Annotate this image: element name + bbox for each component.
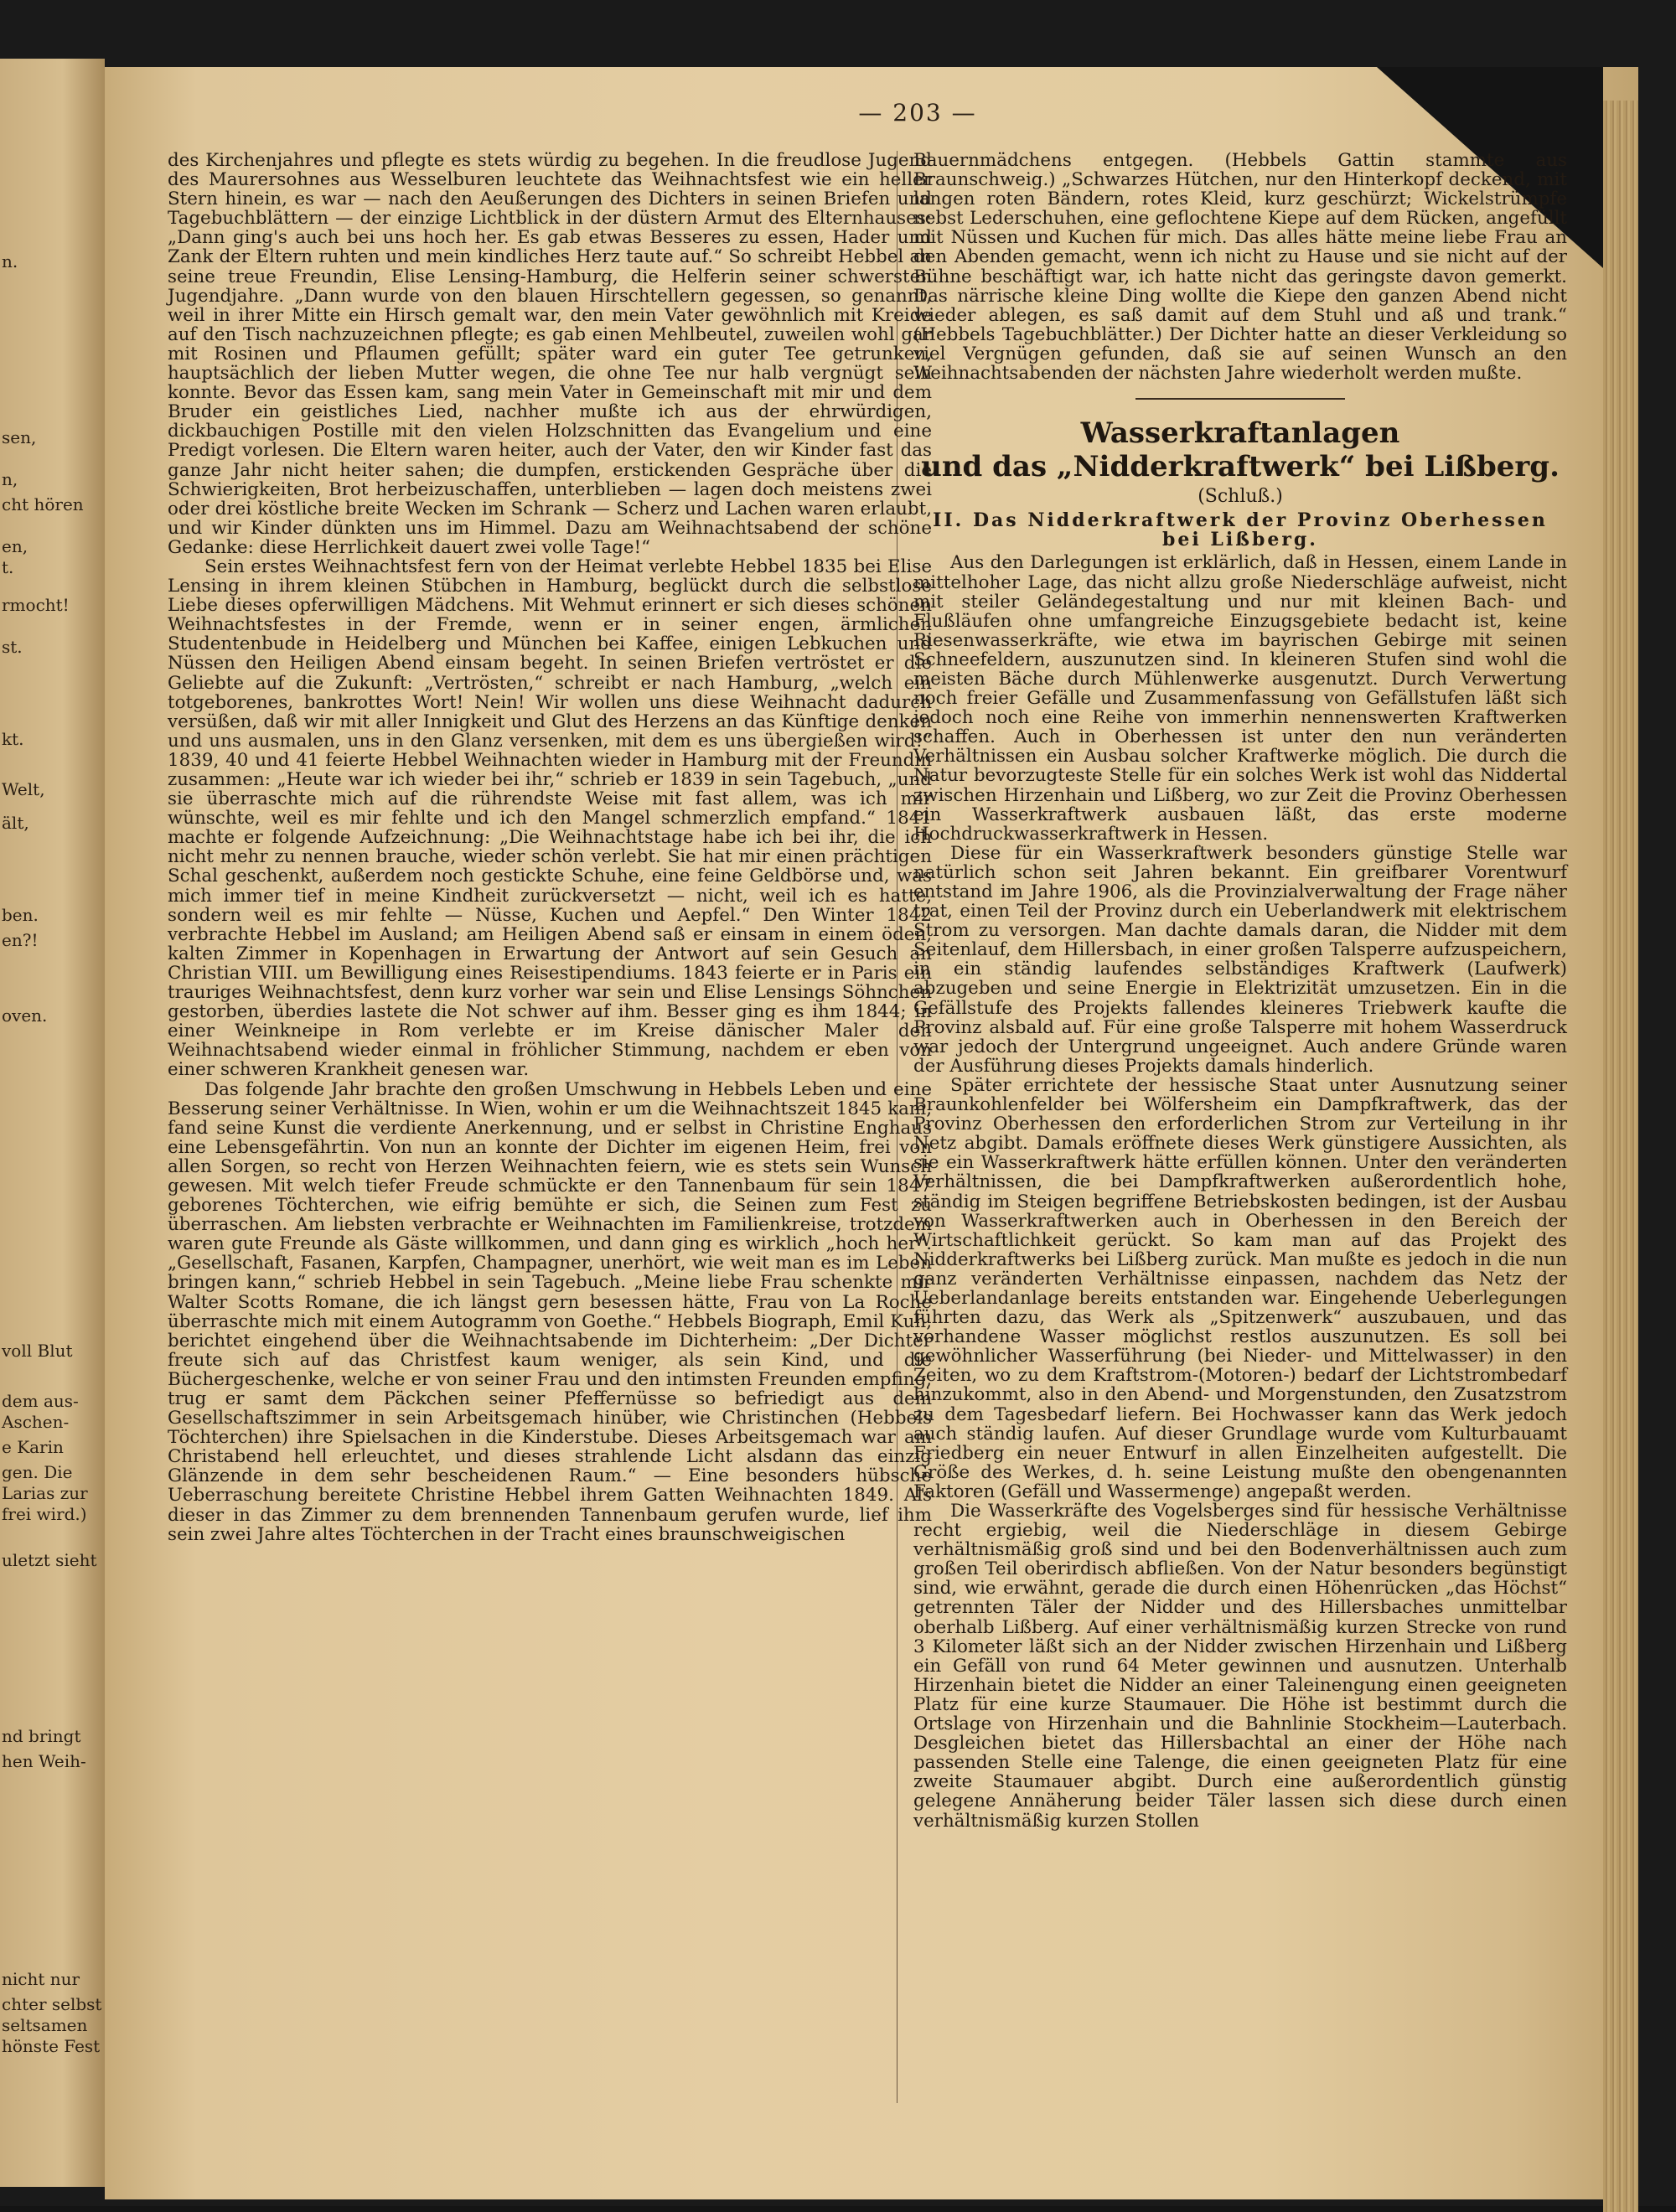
facing-page-fragment: chter selbst: [2, 1994, 102, 2014]
facing-page-fragment: ben.: [2, 905, 39, 925]
paragraph: des Kirchenjahres und pflegte es stets würdig zu begehen. In die freudlose Jugend des Maurersohnes aus Wesselburen leuchtete das Weihnachtsfest wie ein heller Stern hinein, es war — nach den Aeußerungen des Dichters in seinen Briefen und Tagebuchblättern — der einzige Lichtblick in der düstern Armut des Elternhauses: „Dann ging's auch bei uns hoch her. Es gab etwas Besseres zu essen, Hader und Zank der Eltern ruhten und mein kindliches Herz taute auf.“ So schreibt Hebbel an seine treue Freundin, Elise Lensing-Hamburg, die Helferin seiner schwersten Jugendjahre. „Dann wurde von den blauen Hirschtellern gegessen, so genannt, weil in ihrer Mitte ein Hirsch gemalt war, den mein Vater gewöhnlich mit Kreide auf den Tisch nachzuzeichnen pflegte; es gab einen Mehlbeutel, zuweilen wohl gar mit Rosinen und Pflaumen gefüllt; später ward ein guter Tee getrunken, hauptsächlich der lieben Mutter wegen, die ohne Tee nur halb vergnügt sein konnte. Bevor das Essen kam, sang mein Vater in Gemeinschaft mit mir und dem Bruder ein geistliches Lied, nachher mußte ich aus der ehrwürdigen, dickbauchigen Postille mit den vielen Holzschnitten das Evangelium und eine Predigt vorlesen. Die Eltern waren heiter, auch der Vater, den wir Kinder fast das ganze Jahr nicht heiter sahen; die dumpfen, erstickenden Gespräche über die Schwierigkeiten, Brot herbeizuschaffen, unterblieben — lagen doch meistens zwei oder drei köstliche breite Wecken im Schrank — Scherz und Lachen waren erlaubt, und wir Kinder dünkten uns im Himmel. Dazu am Weihnachtsabend der schöne Gedanke: diese Herrlichkeit dauert zwei volle Tage!“: [168, 150, 932, 558]
paragraph: Aus den Darlegungen ist erklärlich, daß in Hessen, einem Lande in mittelhoher Lage, das nicht allzu große Niederschläge aufweist, nicht mit steiler Geländegestaltung und nur mit kleinen Bach- und Flußläufen ohne umfangreiche Einzugsgebiete bedacht ist, keine Riesenwasserkräfte, wie etwa im bayrischen Gebirge mit seinen Schneefeldern, auszunutzen sind. In kleineren Stufen sind wohl die meisten Bäche durch Mühlenwerke ausgenutzt. Durch Verwertung noch freier Gefälle und Zusammenfassung von Gefällstufen läßt sich jedoch noch eine Reihe von immerhin nennenswerten Kraftwerken schaffen. Auch in Oberhessen ist unter den nun veränderten Verhältnissen ein Ausbau solcher Kraftwerke möglich. Die durch die Natur bevorzugteste Stelle für ein solches Werk ist wohl das Niddertal zwischen Hirzenhain und Lißberg, wo zur Zeit die Provinz Oberhessen ein Wasserkraftwerk ausbauen läßt, das erste moderne Hochdruckwasserkraftwerk in Hessen.: [913, 552, 1567, 845]
facing-page-fragment: n.: [2, 251, 18, 271]
facing-page-fragment: n,: [2, 469, 18, 489]
article-title-line: und das „Nidderkraftwerk“ bei Lißberg.: [921, 450, 1560, 484]
facing-page-fragment: rmocht!: [2, 595, 70, 615]
article-title: [913, 416, 1567, 483]
facing-page-fragment: oven.: [2, 1005, 48, 1026]
facing-page-fragment: frei wird.): [2, 1504, 87, 1524]
facing-page-fragment: kt.: [2, 729, 24, 749]
facing-page-fragment: cht hören: [2, 494, 84, 514]
facing-page-fragment: Aschen-: [2, 1412, 70, 1432]
page-number: — 203 —: [858, 99, 977, 127]
paragraph: Diese für ein Wasserkraftwerk besonders günstige Stelle war natürlich schon seit Jahren bekannt. Ein greifbarer Vorentwurf entstand im Jahre 1906, als die Provinzialverwaltung der Frage näher trat, einen Teil der Provinz durch ein Ueberlandwerk mit elektrischem Strom zu versorgen. Man dachte damals daran, die Nidder mit dem Seitenlauf, dem Hillersbach, in einer großen Talsperre aufzuspeichern, in ein ständig laufendes selbständiges Kraftwerk (Laufwerk) abzugeben und seine Energie in Elektrizität umzusetzen. Ein in die Gefällstufe des Projekts fallendes kleineres Triebwerk kaufte die Provinz alsbald auf. Für eine große Talsperre mit hohem Wasserdruck war jedoch der Untergrund ungeeignet. Auch andere Gründe waren der Ausführung dieses Projekts damals hinderlich.: [913, 842, 1567, 1077]
section-divider: [1135, 398, 1345, 400]
facing-page-fragment: ält,: [2, 813, 29, 833]
facing-page-fragment: dem aus-: [2, 1391, 79, 1411]
right-column: [913, 151, 1567, 1831]
article-subtitle: (Schluß.): [1198, 486, 1283, 508]
newspaper-page: [105, 67, 1638, 2199]
facing-page-fragment: e Karin: [2, 1437, 64, 1457]
facing-page-fragment: nicht nur: [2, 1969, 80, 1989]
facing-page-fragment: Welt,: [2, 779, 45, 799]
left-column: [168, 151, 932, 1544]
facing-page-fragment: nd bringt: [2, 1726, 81, 1746]
section-heading: II. Das Nidderkraftwerk der Provinz Oberhessen bei Lißberg.: [933, 509, 1548, 551]
facing-page-fragment: Larias zur: [2, 1483, 88, 1503]
facing-page-fragment: uletzt sieht: [2, 1550, 97, 1570]
facing-page-fragment: t.: [2, 557, 14, 577]
facing-page-fragment: hönste Fest: [2, 2036, 101, 2056]
page-stack-edge: [1603, 101, 1638, 2212]
facing-page-fragment: st.: [2, 637, 23, 657]
paragraph: Sein erstes Weihnachtsfest fern von der Heimat verlebte Hebbel 1835 bei Elise Lensing in ihrem kleinen Stübchen in Hamburg, beglückt durch die selbstlose Liebe dieses opferwilligen Mädchens. Mit Wehmut erinnert er sich dieses schönen Weihnachtsfestes in der Fremde, wenn er in seiner engen, ärmlichen Studentenbude in Heidelberg und München bei Kaffee, einigen Lebkuchen und Nüssen den Heiligen Abend einsam begeht. In seinen Briefen vertröstet er die Geliebte auf die Zukunft: „Vertrösten,“ schreibt er nach Hamburg, „welch ein totgeborenes, bankrottes Wort! Nein! Wir wollen uns diese Weihnacht dadurch versüßen, daß wir mit aller Innigkeit und Glut des Herzens an das Künftige denken und uns ausmalen, uns in den Glanz versenken, mit dem es uns übergießen wird!“ 1839, 40 und 41 feierte Hebbel Weihnachten wieder in Hamburg mit der Freundin zusammen: „Heute war ich wieder bei ihr,“ schrieb er 1839 in sein Tagebuch, „und sie überraschte mich auf die rührendste Weise mit fast allem, was ich mir wünschte, weil es mir fehlte und ich den Mangel schmerzlich empfand.“ 1841 machte er folgende Aufzeichnung: „Die Weihnachtstage habe ich bei ihr, die ich nicht mehr zu nennen brauche, wieder schön verlebt. Sie hat mir einen prächtigen Schal geschenkt, außerdem noch gestickte Schuhe, eine feine Geldbörse und, was mich immer tief in meine Kindheit zurückversetzt — nicht, weil ich es hatte, sondern weil es mir fehlte — Nüsse, Kuchen und Aepfel.“ Den Winter 1842 verbrachte Hebbel im Ausland; am Heiligen Abend saß er einsam in einem öden, kalten Zimmer in Kopenhagen in Erwartung der Antwort auf sein Gesuch an Christian VIII. um Bewilligung eines Reisestipendiums. 1843 feierte er in Paris ein trauriges Weihnachtsfest, denn kurz vorher war sein und Elise Lensings Söhnchen gestorben, überdies lastete die Not schwer auf ihm. Besser ging es ihm 1844; in einer Weinkneipe in Rom verlebte er im Kreise dänischer Maler den Weihnachtsabend wieder einmal in fröhlicher Stimmung, nachdem er eben von einer schweren Krankheit genesen war.: [168, 556, 932, 1081]
facing-page-edge: [0, 59, 105, 2187]
paragraph: Die Wasserkräfte des Vogelsberges sind für hessische Verhältnisse recht ergiebig, weil die Niederschläge in diesem Gebirge verhältnismäßig groß sind und bei den Bodenverhältnissen auch zum großen Teil oberirdisch abfließen. Von der Natur besonders begünstigt sind, wie erwähnt, gerade die durch einen Höhenrücken „das Höchst“ getrennten Täler der Nidder und des Hillersbaches unmittelbar oberhalb Lißberg. Auf einer verhältnismäßig kurzen Strecke von rund 3 Kilometer läßt sich an der Nidder zwischen Hirzenhain und Lißberg ein Gefäll von rund 64 Meter gewinnen und ausnutzen. Unterhalb Hirzenhain bietet die Nidder an einer Taleinengung einen geeigneten Platz für eine kurze Staumauer. Die Höhe ist bestimmt durch die Ortslage von Hirzenhain und die Bahnlinie Stockheim—Lauterbach. Desgleichen bietet das Hillersbachtal an einer der Höhe nach passenden Stelle eine Talenge, die einen geeigneten Platz für eine zweite Staumauer abgibt. Durch eine außerordentlich günstig gelegene Annäherung beider Täler lassen sich diese durch einen verhältnismäßig kurzen Stollen: [913, 1501, 1567, 1832]
paragraph: Das folgende Jahr brachte den großen Umschwung in Hebbels Leben und eine Besserung seiner Verhältnisse. In Wien, wohin er um die Weihnachtszeit 1845 kam, fand seine Kunst die verdiente Anerkennung, und er selbst in Christine Enghaus eine Lebensgefährtin. Von nun an konnte der Dichter im eigenen Heim, frei von allen Sorgen, so recht von Herzen Weihnachten feiern, wie es stets sein Wunsch gewesen. Mit welch tiefer Freude schmückte er den Tannenbaum für sein 1847 geborenes Töchterchen, wie eifrig bemühte er sich, die Seinen zum Fest zu überraschen. Am liebsten verbrachte er Weihnachten im Familienkreise, trotzdem waren gute Freunde als Gäste willkommen, und dann ging es wirklich „hoch her“. „Gesellschaft, Fasanen, Karpfen, Champagner, unerhört, wie weit man es im Leben bringen kann,“ schrieb Hebbel in sein Tagebuch. „Meine liebe Frau schenkte mir Walter Scotts Romane, die ich längst gern besessen hätte, Frau von La Roche überraschte mich mit einem Autogramm von Goethe.“ Hebbels Biograph, Emil Kuh, berichtet eingehend über die Weihnachtsabende im Dichterheim: „Der Dichter freute sich auf das Christfest kaum weniger, als sein Kind, und die Büchergeschenke, welche er von seiner Frau und den intimsten Freunden empfing, trug er samt dem Päckchen seiner Pfeffernüsse so befriedigt aus dem Gesellschaftszimmer in sein Arbeitsgemach hinüber, wie Christinchen (Hebbels Töchterchen) ihre Spielsachen in die Kinderstube. Dieses Arbeitsgemach war am Christabend hell erleuchtet, und dieses strahlende Licht alsdann das einzig Glänzende in dem sehr bescheidenen Raum.“ — Eine besonders hübsche Ueberraschung bereitete Christine Hebbel ihrem Gatten Weihnachten 1849. Als dieser in das Zimmer zu dem brennenden Tannenbaum gerufen wurde, lief ihm sein zwei Jahre altes Töchterchen in der Tracht eines braunschweigischen: [168, 1078, 932, 1545]
facing-page-fragment: en?!: [2, 930, 39, 950]
paragraph: Bauernmädchens entgegen. (Hebbels Gattin stammte aus Braunschweig.) „Schwarzes Hütchen, nur den Hinterkopf deckend, mit langen roten Bändern, rotes Kleid, kurz geschürzt; Wickelstrümpfe nebst Lederschuhen, eine geflochtene Kiepe auf dem Rücken, angefüllt mit Nüssen und Kuchen für mich. Das alles hätte meine liebe Frau an den Abenden gemacht, wenn ich nicht zu Hause und sie nicht auf der Bühne beschäftigt war, ich hatte nicht das geringste davon gemerkt. Das närrische kleine Ding wollte die Kiepe den ganzen Abend nicht wieder ablegen, es saß damit auf dem Stuhl und aß und trank.“ (Hebbels Tagebuchblätter.) Der Dichter hatte an dieser Verkleidung so viel Vergnügen gefunden, daß sie auf seinen Wunsch an den Weihnachtsabenden der nächsten Jahre wiederholt werden mußte.: [913, 150, 1567, 385]
facing-page-fragment: gen. Die: [2, 1462, 73, 1482]
facing-page-fragment: hen Weih-: [2, 1751, 86, 1771]
article-title-line: Wasserkraftanlagen: [1080, 416, 1400, 451]
facing-page-fragment: seltsamen: [2, 2015, 88, 2035]
facing-page-fragment: en,: [2, 536, 28, 556]
facing-page-fragment: sen,: [2, 427, 37, 447]
paragraph: Später errichtete der hessische Staat unter Ausnutzung seiner Braunkohlenfelder bei Wölfersheim ein Dampfkraftwerk, das der Provinz Oberhessen den erforderlichen Strom zur Verteilung in ihr Netz abgibt. Damals eröffnete dieses Werk günstigere Aussichten, als sie ein Wasserkraftwerk hätte erfüllen können. Unter den veränderten Verhältnissen, die bei Dampfkraftwerken außerordentlich hohe, ständig im Steigen begriffene Betriebskosten bedingen, ist der Ausbau von Wasserkraftwerken auch in Oberhessen in den Bereich der Wirtschaftlichkeit gerückt. So kam man auf das Projekt des Nidderkraftwerks bei Lißberg zurück. Man mußte es jedoch in die nun ganz veränderten Verhältnisse einpassen, nachdem das Netz der Ueberlandanlage bereits entstanden war. Eingehende Ueberlegungen führten dazu, das Werk als „Spitzenwerk“ auszubauen, und das vorhandene Wasser möglichst restlos auszunutzen. Es soll bei gewöhnlicher Wasserführung (bei Nieder- und Mittelwasser) in den Zeiten, wo zu dem Kraftstrom-(Motoren-) bedarf der Lichtstrombedarf hinzukommt, also in den Abend- und Morgenstunden, den Zusatzstrom zu dem Tagesbedarf liefern. Bei Hochwasser kann das Werk jedoch auch ständig laufen. Auf dieser Grundlage wurde vom Kulturbauamt Friedberg ein neuer Entwurf in allen Einzelheiten aufgestellt. Die Größe des Werkes, d. h. seine Leistung mußte den obengenannten Faktoren (Gefäll und Wassermenge) angepaßt werden.: [913, 1074, 1567, 1502]
facing-page-fragment: voll Blut: [2, 1341, 73, 1361]
